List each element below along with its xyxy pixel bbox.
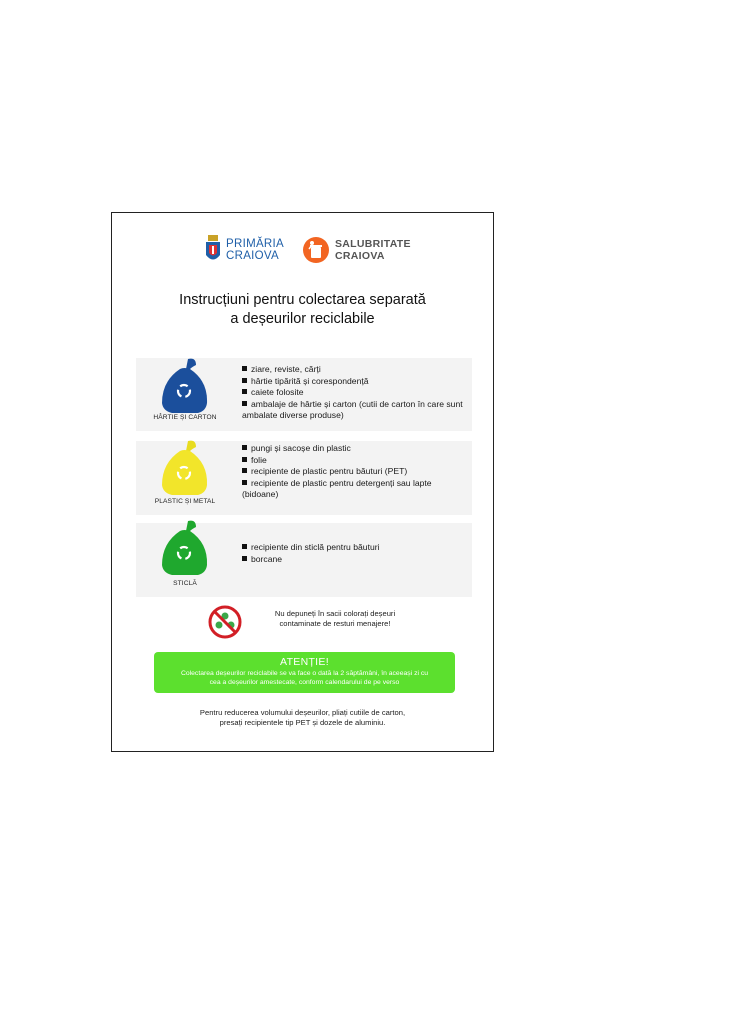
primaria-line2: CRAIOVA — [226, 250, 280, 262]
warning-line2: contaminate de resturi menajere! — [279, 619, 391, 628]
attention-line2: cea a deșeurilor amestecate, conform calendarului de pe verso — [209, 679, 400, 686]
crest-icon — [205, 235, 221, 265]
green-bag-icon — [150, 517, 220, 587]
warning-line1: Nu depuneți în sacii colorați deșeuri — [274, 609, 396, 618]
yellow-bag-icon — [150, 437, 220, 507]
paper-panel — [136, 358, 472, 431]
list-item: caiete folosite — [242, 387, 466, 399]
plastic-panel — [136, 441, 472, 515]
paper-label: HÂRTIE ȘI CARTON — [153, 414, 217, 421]
footer-note — [112, 708, 493, 728]
page-title — [112, 291, 493, 329]
plastic-label: PLASTIC ȘI METAL — [154, 498, 216, 505]
salubritate-line1: SALUBRITATE — [335, 238, 411, 250]
attention-heading: ATENȚIE! — [280, 656, 329, 668]
paper-items — [242, 364, 466, 422]
list-item: recipiente de plastic pentru băuturi (PET) — [242, 466, 466, 478]
plastic-items — [242, 443, 466, 501]
flyer — [111, 212, 494, 752]
list-item: ambalaje de hârtie și carton (cutii de carton în care sunt ambalate diverse produse) — [242, 398, 463, 421]
list-item: borcane — [242, 554, 466, 566]
list-item: pungi și sacoșe din plastic — [242, 443, 466, 455]
attention-line1: Colectarea deșeurilor reciclabile se va face o dată la 2 săptămâni, în aceeași zi cu — [180, 670, 429, 677]
glass-items — [242, 542, 466, 565]
attention-box — [154, 652, 455, 693]
glass-panel — [136, 523, 472, 597]
list-item: hârtie tipărită și corespondență — [242, 376, 466, 388]
glass-label: STICLĂ — [173, 580, 197, 587]
salubritate-logo — [303, 237, 411, 263]
footer-line1: Pentru reducerea volumului deșeurilor, pliați cutiile de carton, — [199, 708, 406, 717]
list-item: folie — [242, 455, 466, 467]
list-item: ziare, reviste, cărți — [242, 364, 466, 376]
logo-bar — [112, 235, 493, 271]
footer-line2: presați recipientele tip PET și dozele de aluminiu. — [219, 718, 386, 727]
contamination-warning — [208, 605, 448, 639]
salubritate-line2: CRAIOVA — [335, 250, 385, 262]
primaria-logo — [205, 235, 284, 265]
list-item: recipiente de plastic pentru detergenți sau lapte (bidoane) — [242, 477, 432, 500]
title-line1: Instrucțiuni pentru colectarea separată — [179, 292, 426, 308]
list-item: recipiente din sticlă pentru băuturi — [242, 542, 466, 554]
title-line2: a deșeurilor reciclabile — [230, 311, 375, 327]
trash-bin-icon — [303, 237, 329, 263]
no-contamination-icon — [208, 605, 242, 639]
primaria-line1: PRIMĂRIA — [226, 238, 284, 250]
